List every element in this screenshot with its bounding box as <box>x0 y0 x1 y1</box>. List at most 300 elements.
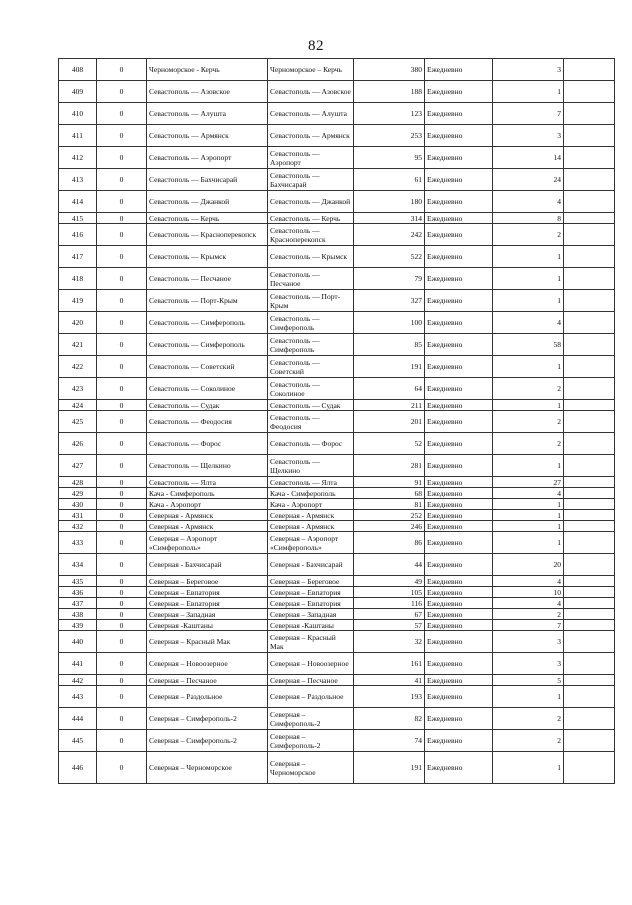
route-path-cell: Севастополь — Форос <box>268 433 354 455</box>
route-empty-cell <box>564 59 615 81</box>
route-empty-cell <box>564 477 615 488</box>
table-row <box>59 455 615 477</box>
route-empty-cell <box>564 598 615 609</box>
route-trips-cell: 1 <box>493 268 564 290</box>
route-number-cell: 423 <box>59 378 97 400</box>
table-row <box>59 708 615 730</box>
route-empty-cell <box>564 411 615 433</box>
route-number-cell: 426 <box>59 433 97 455</box>
table-row <box>59 147 615 169</box>
table-row <box>59 356 615 378</box>
route-path-cell: Северная – Песчаное <box>268 675 354 686</box>
route-number-cell: 414 <box>59 191 97 213</box>
route-empty-cell <box>564 609 615 620</box>
route-length-cell: 116 <box>354 598 425 609</box>
route-code-cell: 0 <box>97 246 147 268</box>
route-trips-cell: 20 <box>493 554 564 576</box>
route-trips-cell: 3 <box>493 631 564 653</box>
table-row <box>59 169 615 191</box>
table-row <box>59 587 615 598</box>
route-empty-cell <box>564 103 615 125</box>
route-code-cell: 0 <box>97 675 147 686</box>
route-path-cell: Севастополь — Соколиное <box>268 378 354 400</box>
route-code-cell: 0 <box>97 169 147 191</box>
route-frequency-cell: Ежедневно <box>425 103 493 125</box>
route-table-body <box>59 59 615 784</box>
route-frequency-cell: Ежедневно <box>425 125 493 147</box>
route-trips-cell: 2 <box>493 224 564 246</box>
route-trips-cell: 2 <box>493 411 564 433</box>
route-trips-cell: 2 <box>493 708 564 730</box>
table-row <box>59 191 615 213</box>
route-code-cell: 0 <box>97 312 147 334</box>
route-path-cell: Севастополь — Аэропорт <box>268 147 354 169</box>
route-frequency-cell: Ежедневно <box>425 653 493 675</box>
route-empty-cell <box>564 510 615 521</box>
route-trips-cell: 1 <box>493 356 564 378</box>
route-trips-cell: 7 <box>493 620 564 631</box>
route-name-cell: Северная - Армянск <box>147 510 268 521</box>
route-number-cell: 409 <box>59 81 97 103</box>
route-trips-cell: 1 <box>493 246 564 268</box>
route-frequency-cell: Ежедневно <box>425 356 493 378</box>
route-empty-cell <box>564 620 615 631</box>
route-number-cell: 446 <box>59 752 97 784</box>
route-number-cell: 444 <box>59 708 97 730</box>
route-code-cell: 0 <box>97 334 147 356</box>
route-empty-cell <box>564 268 615 290</box>
route-empty-cell <box>564 752 615 784</box>
route-frequency-cell: Ежедневно <box>425 147 493 169</box>
route-code-cell: 0 <box>97 587 147 598</box>
route-path-cell: Севастополь — Порт-Крым <box>268 290 354 312</box>
route-path-cell: Черноморское – Керчь <box>268 59 354 81</box>
route-trips-cell: 3 <box>493 653 564 675</box>
route-code-cell: 0 <box>97 411 147 433</box>
route-number-cell: 435 <box>59 576 97 587</box>
route-path-cell: Севастополь — Песчаное <box>268 268 354 290</box>
route-length-cell: 32 <box>354 631 425 653</box>
route-number-cell: 429 <box>59 488 97 499</box>
route-name-cell: Севастополь — Песчаное <box>147 268 268 290</box>
route-code-cell: 0 <box>97 433 147 455</box>
route-code-cell: 0 <box>97 598 147 609</box>
route-frequency-cell: Ежедневно <box>425 213 493 224</box>
route-trips-cell: 4 <box>493 191 564 213</box>
table-row <box>59 334 615 356</box>
route-number-cell: 421 <box>59 334 97 356</box>
route-path-cell: Севастополь — Керчь <box>268 213 354 224</box>
route-number-cell: 430 <box>59 499 97 510</box>
route-name-cell: Северная - Армянск <box>147 521 268 532</box>
route-name-cell: Северная -Каштаны <box>147 620 268 631</box>
route-frequency-cell: Ежедневно <box>425 169 493 191</box>
route-name-cell: Севастополь — Джанкой <box>147 191 268 213</box>
route-path-cell: Кача - Аэропорт <box>268 499 354 510</box>
route-path-cell: Северная - Бахчисарай <box>268 554 354 576</box>
route-length-cell: 246 <box>354 521 425 532</box>
route-number-cell: 428 <box>59 477 97 488</box>
route-code-cell: 0 <box>97 752 147 784</box>
route-path-cell: Севастополь — Щелкино <box>268 455 354 477</box>
route-frequency-cell: Ежедневно <box>425 532 493 554</box>
table-row <box>59 609 615 620</box>
route-length-cell: 201 <box>354 411 425 433</box>
route-frequency-cell: Ежедневно <box>425 488 493 499</box>
route-trips-cell: 8 <box>493 213 564 224</box>
route-trips-cell: 1 <box>493 81 564 103</box>
route-path-cell: Севастополь — Судак <box>268 400 354 411</box>
route-path-cell: Северная – Черноморское <box>268 752 354 784</box>
route-trips-cell: 2 <box>493 433 564 455</box>
route-name-cell: Севастополь — Азовское <box>147 81 268 103</box>
route-code-cell: 0 <box>97 532 147 554</box>
route-path-cell: Северная – Береговое <box>268 576 354 587</box>
route-length-cell: 123 <box>354 103 425 125</box>
route-code-cell: 0 <box>97 730 147 752</box>
route-trips-cell: 1 <box>493 499 564 510</box>
route-trips-cell: 1 <box>493 455 564 477</box>
route-code-cell: 0 <box>97 576 147 587</box>
route-trips-cell: 1 <box>493 521 564 532</box>
route-name-cell: Севастополь — Симферополь <box>147 312 268 334</box>
route-frequency-cell: Ежедневно <box>425 510 493 521</box>
route-number-cell: 443 <box>59 686 97 708</box>
route-trips-cell: 27 <box>493 477 564 488</box>
route-length-cell: 161 <box>354 653 425 675</box>
route-number-cell: 412 <box>59 147 97 169</box>
route-path-cell: Северная – Евпатория <box>268 587 354 598</box>
table-row <box>59 554 615 576</box>
route-path-cell: Севастополь — Армянск <box>268 125 354 147</box>
route-path-cell: Кача - Симферополь <box>268 488 354 499</box>
route-code-cell: 0 <box>97 213 147 224</box>
table-row <box>59 103 615 125</box>
table-row <box>59 686 615 708</box>
route-number-cell: 422 <box>59 356 97 378</box>
route-trips-cell: 4 <box>493 576 564 587</box>
route-length-cell: 79 <box>354 268 425 290</box>
route-name-cell: Севастополь — Армянск <box>147 125 268 147</box>
route-name-cell: Севастополь — Форос <box>147 433 268 455</box>
table-row <box>59 378 615 400</box>
route-code-cell: 0 <box>97 609 147 620</box>
route-empty-cell <box>564 356 615 378</box>
table-row <box>59 268 615 290</box>
route-number-cell: 442 <box>59 675 97 686</box>
route-empty-cell <box>564 686 615 708</box>
route-empty-cell <box>564 587 615 598</box>
route-number-cell: 432 <box>59 521 97 532</box>
route-name-cell: Северная – Аэропорт «Симферополь» <box>147 532 268 554</box>
route-length-cell: 105 <box>354 587 425 598</box>
route-code-cell: 0 <box>97 631 147 653</box>
route-code-cell: 0 <box>97 499 147 510</box>
route-name-cell: Северная – Береговое <box>147 576 268 587</box>
route-path-cell: Севастополь — Советский <box>268 356 354 378</box>
table-row <box>59 752 615 784</box>
table-row <box>59 125 615 147</box>
route-code-cell: 0 <box>97 686 147 708</box>
route-length-cell: 41 <box>354 675 425 686</box>
route-code-cell: 0 <box>97 81 147 103</box>
route-path-cell: Северная – Раздольное <box>268 686 354 708</box>
table-row <box>59 411 615 433</box>
route-length-cell: 327 <box>354 290 425 312</box>
route-number-cell: 438 <box>59 609 97 620</box>
route-name-cell: Черноморское - Керчь <box>147 59 268 81</box>
route-path-cell: Севастополь — Ялта <box>268 477 354 488</box>
route-empty-cell <box>564 455 615 477</box>
table-row <box>59 246 615 268</box>
route-number-cell: 413 <box>59 169 97 191</box>
route-trips-cell: 1 <box>493 290 564 312</box>
route-trips-cell: 2 <box>493 378 564 400</box>
route-name-cell: Северная – Евпатория <box>147 598 268 609</box>
route-frequency-cell: Ежедневно <box>425 400 493 411</box>
route-empty-cell <box>564 488 615 499</box>
table-row <box>59 675 615 686</box>
route-name-cell: Северная – Симферополь-2 <box>147 730 268 752</box>
route-number-cell: 416 <box>59 224 97 246</box>
route-name-cell: Севастополь — Аэропорт <box>147 147 268 169</box>
route-path-cell: Севастополь — Красноперекопск <box>268 224 354 246</box>
route-name-cell: Севастополь — Порт-Крым <box>147 290 268 312</box>
route-path-cell: Севастополь — Джанкой <box>268 191 354 213</box>
route-number-cell: 437 <box>59 598 97 609</box>
route-length-cell: 85 <box>354 334 425 356</box>
route-code-cell: 0 <box>97 554 147 576</box>
table-row <box>59 488 615 499</box>
route-path-cell: Севастополь — Крымск <box>268 246 354 268</box>
route-code-cell: 0 <box>97 356 147 378</box>
table-row <box>59 400 615 411</box>
route-path-cell: Северная – Западная <box>268 609 354 620</box>
route-empty-cell <box>564 312 615 334</box>
route-empty-cell <box>564 554 615 576</box>
table-row <box>59 653 615 675</box>
route-empty-cell <box>564 224 615 246</box>
route-code-cell: 0 <box>97 125 147 147</box>
route-trips-cell: 3 <box>493 59 564 81</box>
route-trips-cell: 10 <box>493 587 564 598</box>
route-code-cell: 0 <box>97 290 147 312</box>
route-length-cell: 193 <box>354 686 425 708</box>
table-row <box>59 576 615 587</box>
route-length-cell: 522 <box>354 246 425 268</box>
route-path-cell: Северная – Аэропорт «Симферополь» <box>268 532 354 554</box>
table-row <box>59 532 615 554</box>
route-frequency-cell: Ежедневно <box>425 708 493 730</box>
route-frequency-cell: Ежедневно <box>425 312 493 334</box>
route-length-cell: 95 <box>354 147 425 169</box>
route-length-cell: 67 <box>354 609 425 620</box>
route-number-cell: 420 <box>59 312 97 334</box>
route-code-cell: 0 <box>97 378 147 400</box>
route-path-cell: Северная – Новоозерное <box>268 653 354 675</box>
route-path-cell: Северная - Армянск <box>268 510 354 521</box>
route-length-cell: 211 <box>354 400 425 411</box>
route-length-cell: 191 <box>354 752 425 784</box>
route-length-cell: 82 <box>354 708 425 730</box>
route-length-cell: 49 <box>354 576 425 587</box>
route-name-cell: Севастополь — Ялта <box>147 477 268 488</box>
route-number-cell: 433 <box>59 532 97 554</box>
route-frequency-cell: Ежедневно <box>425 675 493 686</box>
route-code-cell: 0 <box>97 653 147 675</box>
route-number-cell: 425 <box>59 411 97 433</box>
route-trips-cell: 4 <box>493 312 564 334</box>
route-empty-cell <box>564 675 615 686</box>
route-frequency-cell: Ежедневно <box>425 686 493 708</box>
route-empty-cell <box>564 147 615 169</box>
route-frequency-cell: Ежедневно <box>425 191 493 213</box>
route-length-cell: 253 <box>354 125 425 147</box>
route-trips-cell: 14 <box>493 147 564 169</box>
route-empty-cell <box>564 334 615 356</box>
route-frequency-cell: Ежедневно <box>425 521 493 532</box>
route-length-cell: 380 <box>354 59 425 81</box>
route-empty-cell <box>564 576 615 587</box>
route-trips-cell: 7 <box>493 103 564 125</box>
route-name-cell: Севастополь — Щелкино <box>147 455 268 477</box>
table-row <box>59 290 615 312</box>
route-path-cell: Севастополь — Симферополь <box>268 312 354 334</box>
route-frequency-cell: Ежедневно <box>425 268 493 290</box>
route-empty-cell <box>564 521 615 532</box>
route-number-cell: 417 <box>59 246 97 268</box>
route-empty-cell <box>564 246 615 268</box>
table-row <box>59 477 615 488</box>
table-row <box>59 631 615 653</box>
route-trips-cell: 1 <box>493 532 564 554</box>
route-empty-cell <box>564 499 615 510</box>
route-number-cell: 436 <box>59 587 97 598</box>
route-code-cell: 0 <box>97 224 147 246</box>
table-row <box>59 312 615 334</box>
route-empty-cell <box>564 290 615 312</box>
route-frequency-cell: Ежедневно <box>425 620 493 631</box>
route-path-cell: Севастополь — Бахчисарай <box>268 169 354 191</box>
route-frequency-cell: Ежедневно <box>425 730 493 752</box>
route-path-cell: Северная – Красный Мак <box>268 631 354 653</box>
route-empty-cell <box>564 532 615 554</box>
route-length-cell: 281 <box>354 455 425 477</box>
route-code-cell: 0 <box>97 400 147 411</box>
route-empty-cell <box>564 708 615 730</box>
route-trips-cell: 1 <box>493 400 564 411</box>
route-name-cell: Севастополь — Крымск <box>147 246 268 268</box>
route-empty-cell <box>564 169 615 191</box>
route-frequency-cell: Ежедневно <box>425 598 493 609</box>
route-frequency-cell: Ежедневно <box>425 455 493 477</box>
route-frequency-cell: Ежедневно <box>425 499 493 510</box>
route-frequency-cell: Ежедневно <box>425 59 493 81</box>
route-length-cell: 242 <box>354 224 425 246</box>
route-name-cell: Севастополь — Советский <box>147 356 268 378</box>
route-name-cell: Севастополь — Красноперекопск <box>147 224 268 246</box>
route-number-cell: 408 <box>59 59 97 81</box>
page-number: 82 <box>308 38 324 54</box>
route-empty-cell <box>564 125 615 147</box>
route-trips-cell: 1 <box>493 510 564 521</box>
route-path-cell: Севастополь — Симферополь <box>268 334 354 356</box>
table-row <box>59 59 615 81</box>
route-frequency-cell: Ежедневно <box>425 433 493 455</box>
route-table <box>58 58 615 784</box>
route-number-cell: 411 <box>59 125 97 147</box>
table-row <box>59 730 615 752</box>
route-number-cell: 431 <box>59 510 97 521</box>
route-trips-cell: 5 <box>493 675 564 686</box>
route-code-cell: 0 <box>97 488 147 499</box>
route-path-cell: Севастополь — Азовское <box>268 81 354 103</box>
route-frequency-cell: Ежедневно <box>425 609 493 620</box>
route-code-cell: 0 <box>97 708 147 730</box>
route-name-cell: Севастополь — Судак <box>147 400 268 411</box>
route-empty-cell <box>564 631 615 653</box>
route-name-cell: Севастополь — Симферополь <box>147 334 268 356</box>
route-number-cell: 440 <box>59 631 97 653</box>
route-length-cell: 52 <box>354 433 425 455</box>
route-number-cell: 424 <box>59 400 97 411</box>
route-length-cell: 188 <box>354 81 425 103</box>
route-code-cell: 0 <box>97 268 147 290</box>
route-trips-cell: 1 <box>493 752 564 784</box>
table-row <box>59 598 615 609</box>
route-trips-cell: 1 <box>493 686 564 708</box>
route-code-cell: 0 <box>97 103 147 125</box>
route-name-cell: Северная – Раздольное <box>147 686 268 708</box>
route-length-cell: 180 <box>354 191 425 213</box>
route-name-cell: Кача - Аэропорт <box>147 499 268 510</box>
route-path-cell: Северная - Армянск <box>268 521 354 532</box>
route-frequency-cell: Ежедневно <box>425 477 493 488</box>
route-path-cell: Северная – Симферополь-2 <box>268 730 354 752</box>
route-empty-cell <box>564 433 615 455</box>
route-trips-cell: 58 <box>493 334 564 356</box>
route-path-cell: Севастополь — Феодосия <box>268 411 354 433</box>
route-code-cell: 0 <box>97 510 147 521</box>
route-length-cell: 44 <box>354 554 425 576</box>
route-number-cell: 445 <box>59 730 97 752</box>
route-empty-cell <box>564 81 615 103</box>
route-name-cell: Кача - Симферополь <box>147 488 268 499</box>
route-empty-cell <box>564 378 615 400</box>
route-length-cell: 191 <box>354 356 425 378</box>
route-name-cell: Северная – Евпатория <box>147 587 268 598</box>
route-name-cell: Северная – Красный Мак <box>147 631 268 653</box>
route-code-cell: 0 <box>97 455 147 477</box>
route-length-cell: 314 <box>354 213 425 224</box>
route-path-cell: Северная – Евпатория <box>268 598 354 609</box>
route-length-cell: 74 <box>354 730 425 752</box>
route-path-cell: Северная – Симферополь-2 <box>268 708 354 730</box>
route-length-cell: 81 <box>354 499 425 510</box>
route-frequency-cell: Ежедневно <box>425 554 493 576</box>
table-row <box>59 499 615 510</box>
route-trips-cell: 3 <box>493 125 564 147</box>
route-name-cell: Севастополь — Алушта <box>147 103 268 125</box>
route-name-cell: Северная - Бахчисарай <box>147 554 268 576</box>
route-trips-cell: 2 <box>493 730 564 752</box>
route-length-cell: 61 <box>354 169 425 191</box>
route-number-cell: 415 <box>59 213 97 224</box>
route-name-cell: Северная – Новоозерное <box>147 653 268 675</box>
route-frequency-cell: Ежедневно <box>425 290 493 312</box>
route-length-cell: 57 <box>354 620 425 631</box>
route-length-cell: 68 <box>354 488 425 499</box>
